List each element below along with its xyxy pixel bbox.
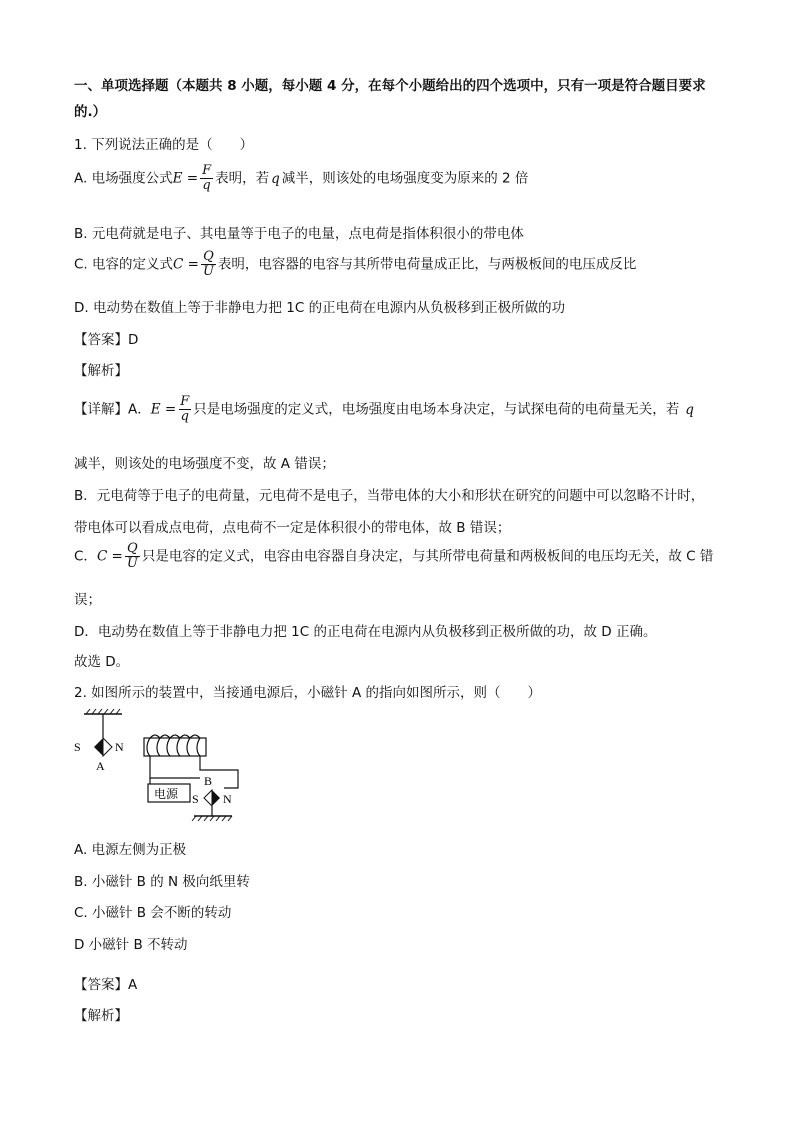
- q1-detail-c-fraction: [125, 542, 140, 571]
- fraction-numerator: Q: [127, 541, 138, 556]
- fraction-numerator: F: [180, 394, 190, 409]
- q1-detail-b-line1: B．元电荷等于电子的电荷量，元电荷不是电子，当带电体的大小和形状在研究的问题中可以忽略不计时，: [74, 488, 705, 504]
- q1-option-d[interactable]: D. 电动势在数值上等于非静电力把 1C 的正电荷在电源内从负极移到正极所做的功: [74, 300, 566, 316]
- q2-option-a[interactable]: A. 电源左侧为正极: [74, 842, 187, 858]
- power-source-label: 电源: [154, 787, 179, 801]
- q1-detail-a: [74, 395, 694, 424]
- q2-figure-electromagnet: [70, 706, 250, 826]
- q1-conclusion: 故选 D。: [74, 654, 130, 670]
- q1-option-a-prefix: A. 电场强度公式: [74, 170, 173, 187]
- q2-option-b[interactable]: B. 小磁针 B 的 N 极向纸里转: [74, 874, 250, 890]
- fraction-denominator: q: [202, 178, 211, 193]
- fraction-denominator: U: [126, 556, 138, 571]
- fraction-numerator: Q: [203, 249, 214, 264]
- fraction-numerator: F: [202, 163, 212, 178]
- q1-option-a-formula-lhs: E =: [172, 170, 199, 187]
- q2-option-c[interactable]: C. 小磁针 B 会不断的转动: [74, 905, 232, 921]
- q1-detail-d: D．电动势在数值上等于非静电力把 1C 的正电荷在电源内从负极移到正极所做的功，故 D 正确。: [74, 624, 657, 640]
- q2-answer: 【答案】A: [74, 977, 138, 993]
- q1-detail-b-line2: 带电体可以看成点电荷，点电荷不一定是体积很小的带电体，故 B 错误；: [74, 520, 511, 536]
- q1-option-c-suffix: 表明，电容器的电容与其所带电荷量成正比，与两极板间的电压成反比: [217, 256, 637, 273]
- q1-option-a-fraction: [200, 164, 213, 193]
- q1-option-a-suffix1: 表明，若: [215, 170, 270, 187]
- q1-detail-c-formula-lhs: C =: [96, 548, 123, 565]
- q1-detail-a-line2: 减半，则该处的电场强度不变，故 A 错误；: [74, 456, 335, 472]
- q1-detail-c: [74, 542, 713, 571]
- ceiling-support: [84, 709, 122, 738]
- fraction-denominator: q: [180, 409, 189, 424]
- q2-stem: 2. 如图所示的装置中，当接通电源后，小磁针 A 的指向如图所示，则（ ）: [74, 685, 541, 701]
- needle-b-n-label: N: [223, 792, 232, 806]
- compass-needle-a: [94, 738, 112, 756]
- needle-b-s-label: S: [192, 792, 199, 806]
- q1-detail-c-line2: 误；: [74, 592, 101, 608]
- q2-analysis-heading: 【解析】: [74, 1008, 128, 1024]
- needle-a-label: A: [96, 759, 105, 773]
- q1-option-c-prefix: C. 电容的定义式: [74, 256, 174, 273]
- q1-detail-prefix: 【详解】A．: [74, 401, 151, 418]
- q1-option-b[interactable]: B. 元电荷就是电子、其电量等于电子的电量，点电荷是指体积很小的带电体: [74, 226, 524, 242]
- q1-option-a-suffix2: 减半，则该处的电场强度变为原来的 2 倍: [281, 170, 529, 187]
- q1-option-c-formula-lhs: C =: [173, 256, 199, 273]
- q1-stem: 1. 下列说法正确的是（ ）: [74, 137, 254, 153]
- q1-detail-c-prefix: C．: [74, 548, 97, 565]
- q1-option-a-variable: q: [271, 170, 280, 187]
- q1-detail-fraction: [178, 395, 191, 424]
- section-title-line1: 一、单项选择题（本题共 8 小题，每小题 4 分，在每个小题给出的四个选项中，只有一项是符合题目要求: [74, 78, 706, 94]
- q1-detail-formula-lhs: E =: [150, 401, 177, 418]
- q1-option-c-fraction: [201, 250, 216, 279]
- needle-a-s-label: S: [74, 740, 81, 754]
- q2-option-d[interactable]: D 小磁针 B 不转动: [74, 937, 188, 953]
- q1-option-c[interactable]: [74, 250, 636, 279]
- needle-a-n-label: N: [115, 740, 124, 754]
- q1-detail-c-suffix: 只是电容的定义式，电容由电容器自身决定，与其所带电荷量和两极板间的电压均无关，故 C 错: [141, 548, 714, 565]
- needle-b-label: B: [204, 774, 213, 788]
- q1-option-a[interactable]: [74, 164, 528, 193]
- section-title-line2: 的.）: [74, 104, 107, 120]
- q1-detail-variable: q: [685, 401, 694, 418]
- q1-detail-suffix: 只是电场强度的定义式，电场强度由电场本身决定，与试探电荷的电荷量无关，若: [193, 401, 680, 418]
- fraction-denominator: U: [202, 264, 214, 279]
- q1-analysis-heading: 【解析】: [74, 363, 128, 379]
- q1-answer: 【答案】D: [74, 332, 139, 348]
- solenoid-coil: [144, 735, 206, 756]
